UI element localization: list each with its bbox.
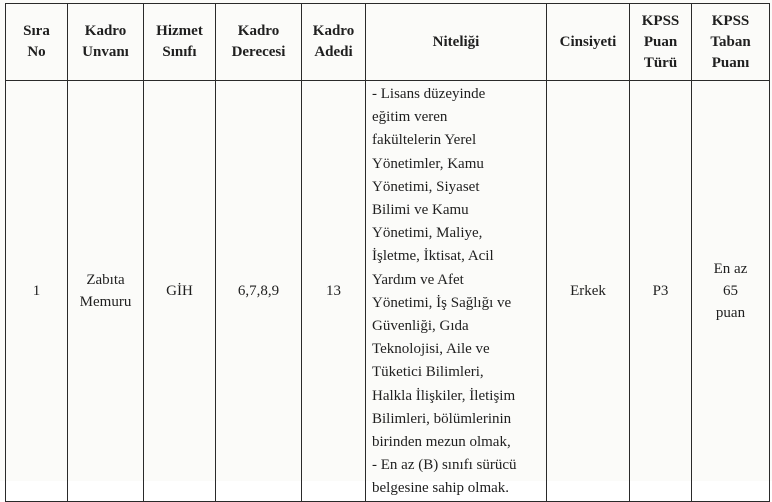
niteligi-line: Güvenliği, Gıda — [372, 318, 469, 335]
table-row — [6, 81, 770, 502]
cell-kadro-derecesi: 6,7,8,9 — [216, 81, 302, 502]
niteligi-line: fakültelerin Yerel — [372, 132, 477, 149]
header-text: Kadro — [237, 23, 280, 39]
header-text: KPSS — [641, 12, 680, 29]
niteligi-line: belgesine sahip olmak. — [372, 480, 510, 497]
niteligi-line: Yardım ve Afet — [372, 271, 464, 288]
cell-text: En az — [713, 260, 748, 277]
header-hizmet-sinifi — [144, 4, 216, 81]
header-text: Cinsiyeti — [559, 33, 617, 50]
header-text: Derecesi — [231, 44, 286, 60]
header-text: Kadro — [84, 23, 127, 39]
header-kpss-puan-turu — [630, 4, 692, 81]
header-text: Sıra — [23, 23, 50, 39]
niteligi-line: Halkla İlişkiler, İletişim — [372, 387, 516, 404]
cell-text: puan — [715, 304, 746, 321]
header-text: No — [27, 44, 46, 60]
cell-kadro-unvani — [68, 81, 144, 502]
header-kadro-unvani — [68, 4, 144, 81]
niteligi-line: Yönetimi, Siyaset — [372, 178, 480, 195]
header-text: Adedi — [314, 44, 353, 60]
niteligi-line: - En az (B) sınıfı sürücü — [372, 457, 517, 474]
cell-text: 65 — [723, 282, 738, 299]
header-text: Sınıfı — [162, 44, 197, 60]
header-kadro-derecesi — [216, 4, 302, 81]
cell-kpss-puan-turu: P3 — [630, 81, 692, 502]
header-text: Puan — [643, 33, 678, 50]
niteligi-line: birinden mezun olmak, — [372, 434, 511, 451]
niteligi-line: Yönetimi, Maliye, — [372, 225, 483, 242]
niteligi-line: Bilimi ve Kamu — [372, 202, 469, 219]
cell-kpss-taban-puani — [692, 81, 770, 502]
niteligi-line: Yönetimi, İş Sağlığı ve — [372, 294, 512, 311]
cell-text: Memuru — [79, 293, 132, 310]
header-text: Taban — [710, 33, 751, 50]
niteligi-line: İşletme, İktisat, Acil — [372, 248, 494, 265]
niteligi-line: - Lisans düzeyinde — [372, 86, 486, 102]
niteligi-line: Bilimleri, bölümlerinin — [372, 410, 512, 427]
niteligi-line: Teknolojisi, Aile ve — [372, 341, 490, 358]
header-row — [6, 4, 770, 81]
header-text: Niteliği — [432, 33, 480, 50]
header-text: Türü — [643, 54, 678, 71]
header-text: Unvanı — [82, 44, 129, 60]
cell-niteligi — [366, 81, 547, 502]
header-sira-no — [6, 4, 68, 81]
cell-sira-no: 1 — [6, 81, 68, 502]
cell-cinsiyeti: Erkek — [547, 81, 630, 502]
niteligi-line: Tüketici Bilimleri, — [372, 364, 484, 381]
cell-text: Zabıta — [86, 271, 125, 288]
header-text: Puanı — [711, 54, 750, 71]
header-kpss-taban-puani — [692, 4, 770, 81]
cell-hizmet-sinifi: GİH — [144, 81, 216, 502]
cell-kadro-adedi: 13 — [302, 81, 366, 502]
header-text: Kadro — [312, 23, 355, 39]
header-niteligi — [366, 4, 547, 81]
niteligi-line: eğitim veren — [372, 109, 448, 126]
kadro-table — [5, 3, 770, 502]
header-cinsiyeti — [547, 4, 630, 81]
header-kadro-adedi — [302, 4, 366, 81]
header-text: Hizmet — [156, 23, 203, 39]
niteligi-line: Yönetimler, Kamu — [372, 155, 484, 172]
header-text: KPSS — [711, 12, 750, 29]
